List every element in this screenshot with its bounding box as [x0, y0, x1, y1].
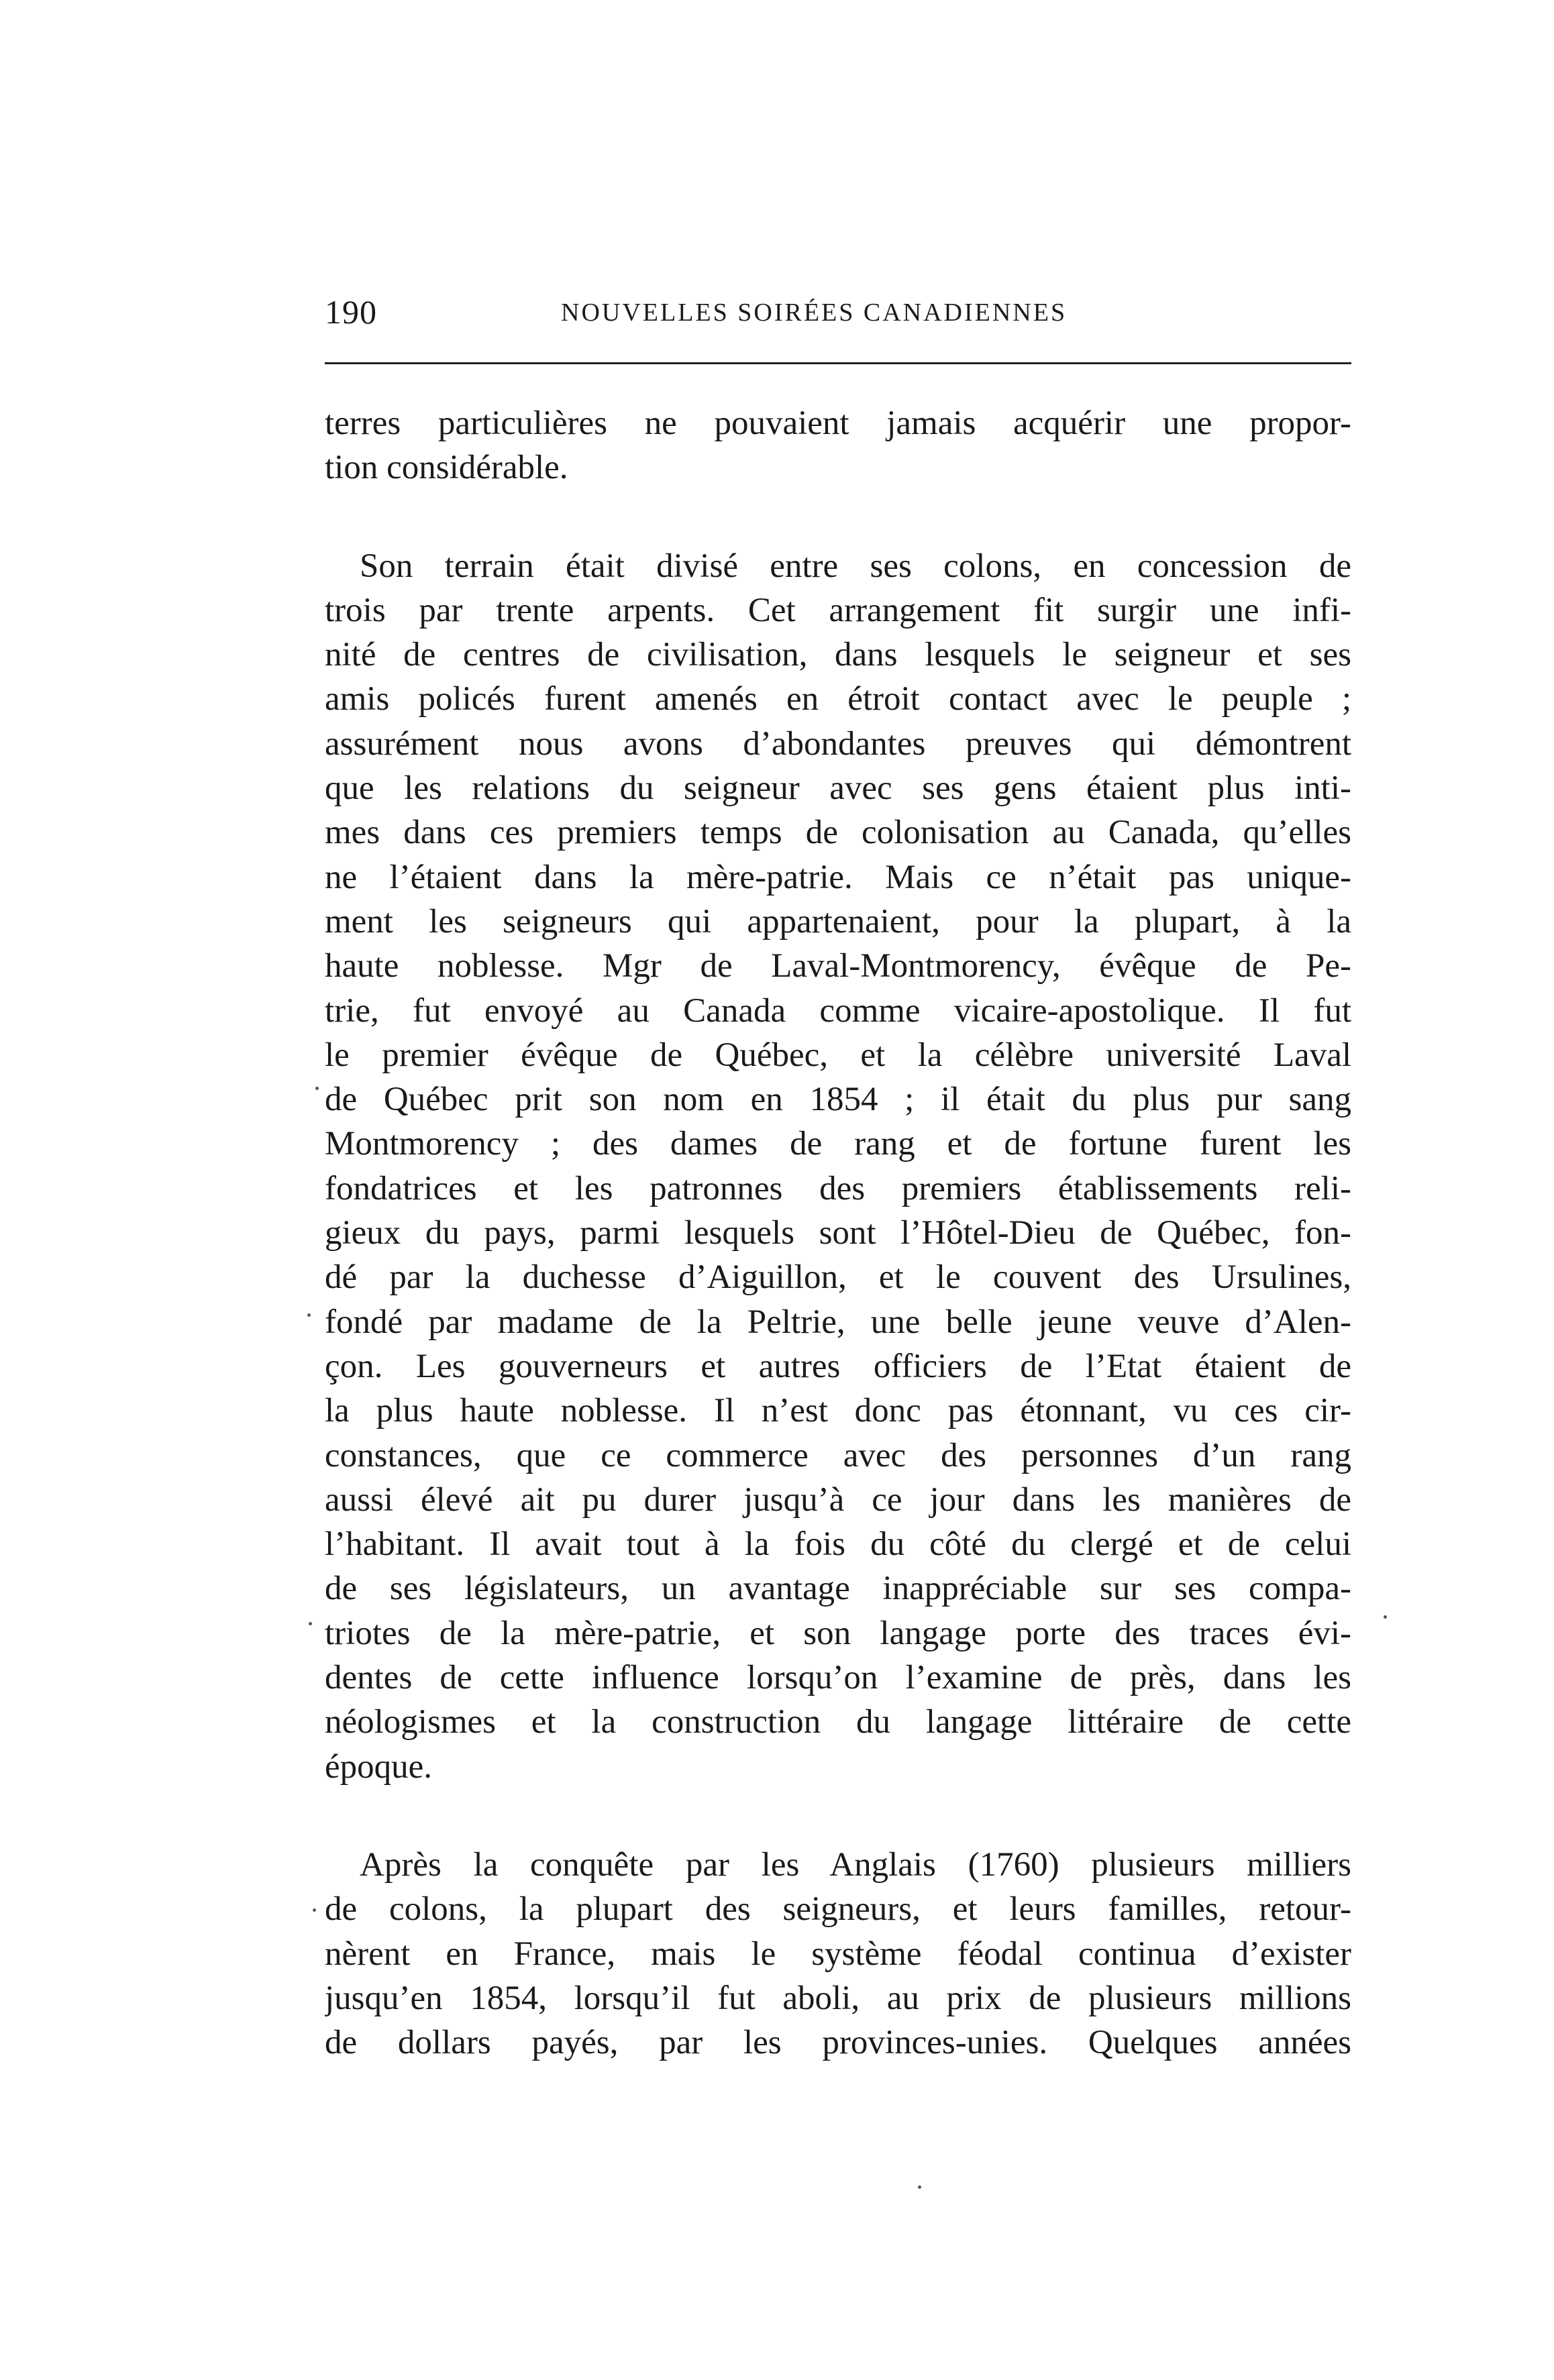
text-line: nèrent en France, mais le système féodal continua d’exister	[325, 1935, 1351, 1973]
text-line: aussi élevé ait pu durer jusqu’à ce jour dans les manières de	[325, 1480, 1351, 1519]
text-line: ne l’étaient dans la mère-patrie. Mais ce n’était pas unique-	[325, 858, 1351, 896]
paragraph-1	[325, 401, 1351, 490]
text-line: fondatrices et les patronnes des premiers établissements reli-	[325, 1169, 1351, 1207]
text-line: mes dans ces premiers temps de colonisation au Canada, qu’elles	[325, 814, 1351, 852]
text-line: la plus haute noblesse. Il n’est donc pas étonnant, vu ces cir-	[325, 1392, 1351, 1430]
paragraph-2	[325, 544, 1351, 1789]
text-line: nité de centres de civilisation, dans lesquels le seigneur et ses	[325, 636, 1351, 674]
text-line: fondé par madame de la Peltrie, une belle jeune veuve d’Alen-	[325, 1303, 1351, 1341]
text-line: gieux du pays, parmi lesquels sont l’Hôtel-Dieu de Québec, fon-	[325, 1214, 1351, 1252]
text-line: trie, fut envoyé au Canada comme vicaire-apostolique. Il fut	[325, 991, 1351, 1030]
text-line: triotes de la mère-patrie, et son langage porte des traces évi-	[325, 1614, 1351, 1652]
text-line: ment les seigneurs qui appartenaient, pour la plupart, à la	[325, 902, 1351, 940]
text-line: assurément nous avons d’abondantes preuves qui démontrent	[325, 724, 1351, 763]
print-speck	[315, 1087, 319, 1090]
text-line: Son terrain était divisé entre ses colons, en concession de	[360, 547, 1351, 585]
text-line: tion considérable.	[325, 449, 568, 487]
text-line: constances, que ce commerce avec des personnes d’un rang	[325, 1436, 1351, 1474]
text-line: l’habitant. Il avait tout à la fois du côté du clergé et de celui	[325, 1525, 1351, 1564]
text-line: de ses législateurs, un avantage inappréciable sur ses compa-	[325, 1570, 1351, 1608]
running-head	[325, 288, 1351, 335]
text-line: de dollars payés, par les provinces-unies. Quelques années	[325, 2024, 1351, 2062]
body-text	[325, 401, 1351, 2065]
text-line: terres particulières ne pouvaient jamais acquérir une propor-	[325, 404, 1351, 442]
paragraph-3	[325, 1843, 1351, 2065]
text-line: de Québec prit son nom en 1854 ; il était du plus pur sang	[325, 1081, 1351, 1119]
print-speck	[918, 2185, 921, 2189]
text-line: Montmorency ; des dames de rang et de fortune furent les	[325, 1125, 1351, 1163]
text-line: amis policés furent amenés en étroit contact avec le peuple ;	[325, 680, 1351, 718]
text-line: çon. Les gouverneurs et autres officiers de l’Etat étaient de	[325, 1347, 1351, 1385]
text-line: néologismes et la construction du langage littéraire de cette	[325, 1703, 1351, 1741]
page-number: 190	[325, 293, 377, 331]
text-line: le premier évêque de Québec, et la célèbre université Laval	[325, 1036, 1351, 1074]
running-title: NOUVELLES SOIRÉES CANADIENNES	[561, 299, 1068, 327]
text-line: que les relations du seigneur avec ses gens étaient plus inti-	[325, 769, 1351, 808]
text-line: de colons, la plupart des seigneurs, et leurs familles, retour-	[325, 1890, 1351, 1929]
text-line: haute noblesse. Mgr de Laval-Montmorency, évêque de Pe-	[325, 947, 1351, 985]
text-line: Après la conquête par les Anglais (1760) plusieurs milliers	[360, 1845, 1351, 1884]
header-rule	[325, 362, 1351, 364]
print-speck	[313, 1908, 316, 1912]
text-line: époque.	[325, 1747, 433, 1786]
print-speck	[1384, 1615, 1387, 1619]
print-speck	[309, 1622, 312, 1625]
text-line: jusqu’en 1854, lorsqu’il fut aboli, au prix de plusieurs millions	[325, 1979, 1351, 2017]
text-line: dé par la duchesse d’Aiguillon, et le couvent des Ursulines,	[325, 1258, 1351, 1297]
text-line: dentes de cette influence lorsqu’on l’examine de près, dans les	[325, 1659, 1351, 1697]
print-speck	[307, 1313, 311, 1317]
text-line: trois par trente arpents. Cet arrangement fit surgir une infi-	[325, 591, 1351, 629]
